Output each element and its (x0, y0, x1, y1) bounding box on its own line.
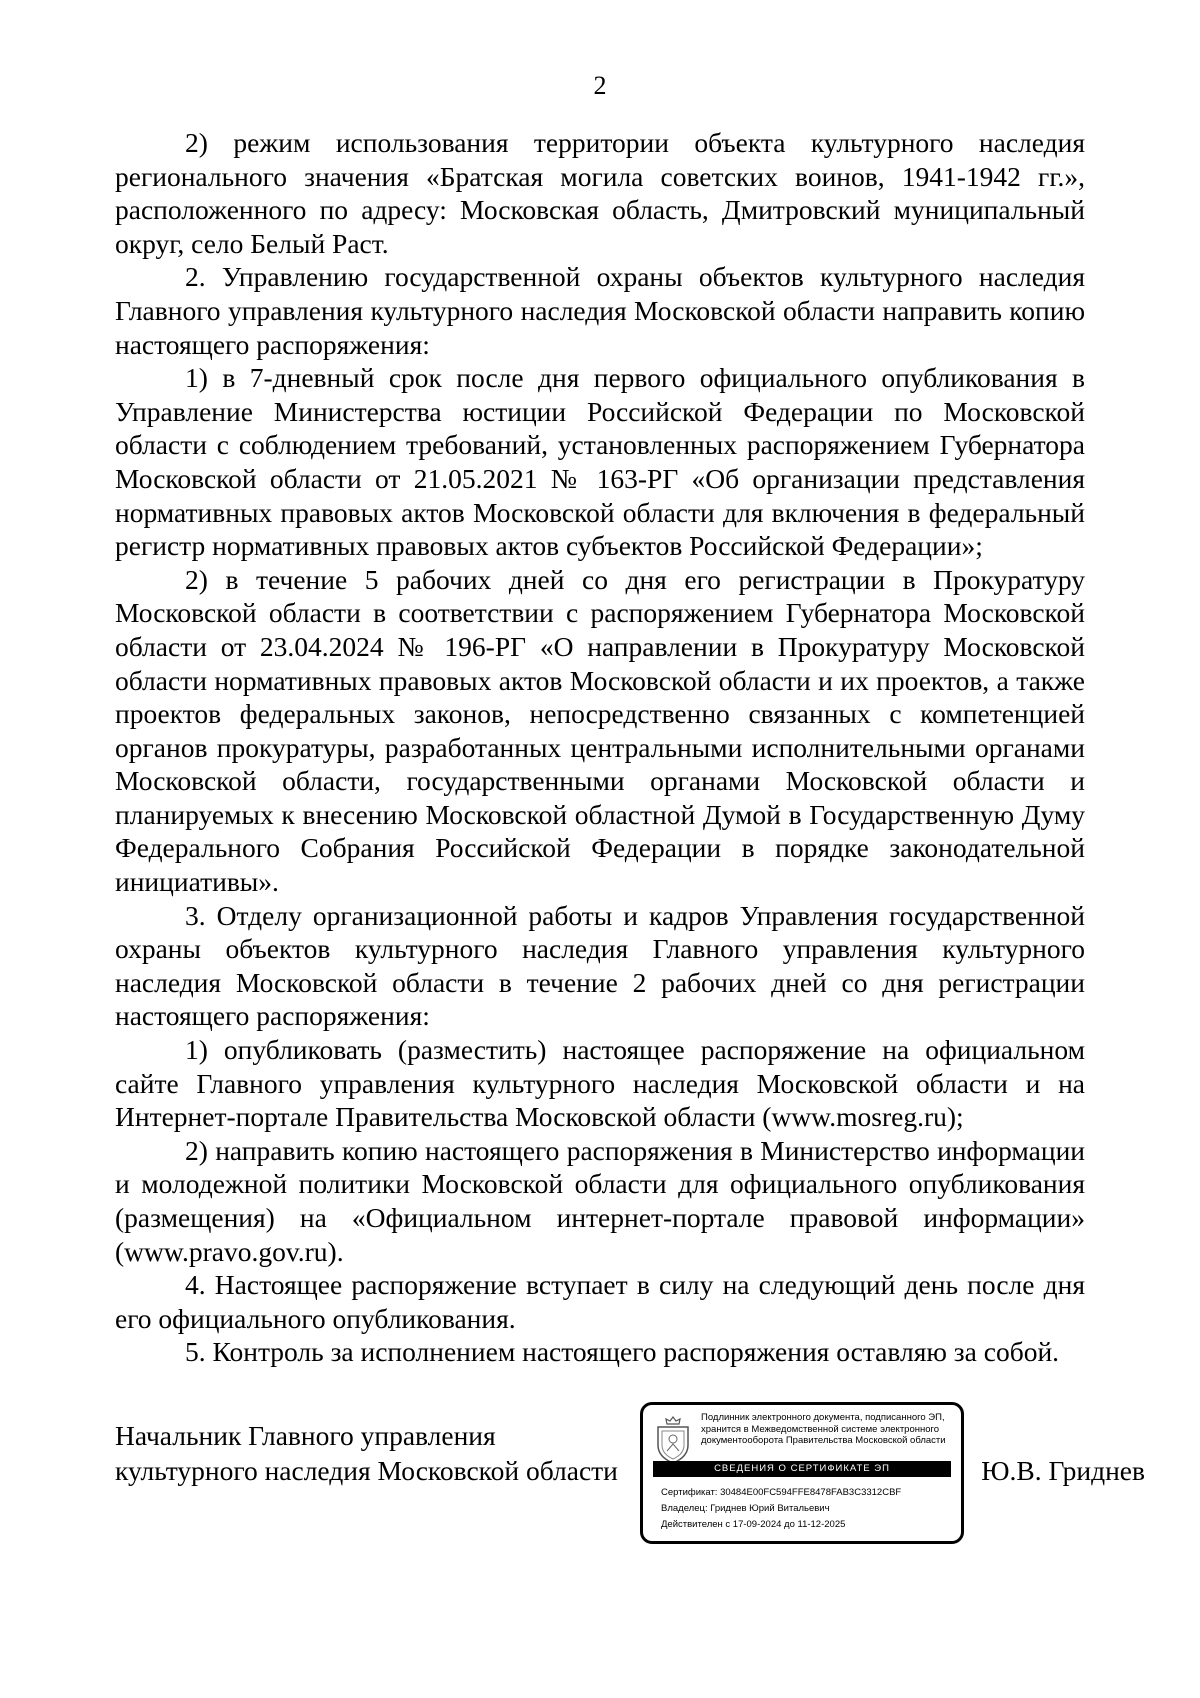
page-number: 2 (593, 71, 607, 100)
stamp-certificate-number: Сертификат: 30484E00FC594FFE8478FAB3C3312CBF (661, 1487, 902, 1498)
stamp-header-bar: СВЕДЕНИЯ О СЕРТИФИКАТЕ ЭП (653, 1461, 951, 1477)
paragraph-section-5: 5. Контроль за исполнением настоящего распоряжения оставляю за собой. (185, 1336, 1060, 1368)
stamp-notice-line-1: Подлинник электронного документа, подписанного ЭП, (701, 1412, 945, 1423)
stamp-certificate-validity: Действителен с 17-09-2024 до 11-12-2025 (661, 1519, 846, 1530)
paragraph-section-4: 4. Настоящее распоряжение вступает в силу на следующий день после дня его официального опубликования. (115, 1269, 1085, 1334)
signatory-title-line-1: Начальник Главного управления (115, 1420, 496, 1451)
paragraph-item-2-2: 2) режим использования территории объекта культурного наследия регионального значения «Братская могила советских воинов, 1941-1942 гг.», расположенного по адресу: Московская область, Дмитровский муниципальный округ, село Белый Раст. (115, 127, 1085, 259)
paragraph-section-2-item-1: 1) в 7-дневный срок после дня первого официального опубликования в Управление Министерства юстиции Российской Федерации по Московской области с соблюдением требований, установленных распоряжением Губернатора Московской области от 21.05.2021 № 163-РГ «Об организации представления нормативных правовых актов Московской области для включения в федеральный регистр нормативных правовых актов субъектов Российской Федерации»; (115, 362, 1085, 562)
electronic-signature-stamp (640, 1402, 964, 1544)
paragraph-section-3: 3. Отделу организационной работы и кадров Управления государственной охраны объектов культурного наследия Главного управления культурного наследия Московской области в течение 2 рабочих дней со дня регистрации настоящего распоряжения: (115, 899, 1085, 1032)
stamp-notice-line-3: документооборота Правительства Московской области (701, 1435, 946, 1446)
coat-of-arms-icon (653, 1415, 693, 1465)
signatory-title (115, 1418, 618, 1488)
stamp-notice-line-2: хранится в Межведомственной системе электронного (701, 1423, 940, 1435)
document-body (115, 126, 1085, 1369)
paragraph-section-3-item-2: 2) направить копию настоящего распоряжения в Министерство информации и молодежной политики Московской области для официального опубликования (размещения) на «Официальном интернет-портале правовой информации» (www.pravo.gov.ru). (115, 1134, 1085, 1267)
stamp-certificate-details (661, 1485, 901, 1533)
paragraph-section-2: 2. Управлению государственной охраны объектов культурного наследия Главного управления культурного наследия Московской области направить копию настоящего распоряжения: (115, 261, 1085, 360)
signatory-title-line-2: культурного наследия Московской области (115, 1455, 618, 1486)
paragraph-section-2-item-2: 2) в течение 5 рабочих дней со дня его регистрации в Прокуратуру Московской области в соответствии с распоряжением Губернатора Московской области от 23.04.2024 № 196-РГ «О направлении в Прокуратуру Московской области нормативных правовых актов Московской области и их проектов, а также проектов федеральных законов, непосредственно связанных с компетенцией органов прокуратуры, разработанных центральными исполнительными органами Московской области, государственными органами Московской области и планируемых к внесению Московской областной Думой в Государственную Думу Федерального Собрания Российской Федерации в порядке законодательной инициативы». (115, 563, 1085, 898)
signature-block (115, 1412, 1145, 1558)
stamp-certificate-owner: Владелец: Гриднев Юрий Витальевич (661, 1503, 830, 1514)
stamp-notice (701, 1412, 959, 1447)
signatory-name: Ю.В. Гриднев (981, 1455, 1145, 1486)
paragraph-section-3-item-1: 1) опубликовать (разместить) настоящее распоряжение на официальном сайте Главного управления культурного наследия Московской области и на Интернет-портале Правительства Московской области (www.mosreg.ru); (115, 1034, 1085, 1133)
